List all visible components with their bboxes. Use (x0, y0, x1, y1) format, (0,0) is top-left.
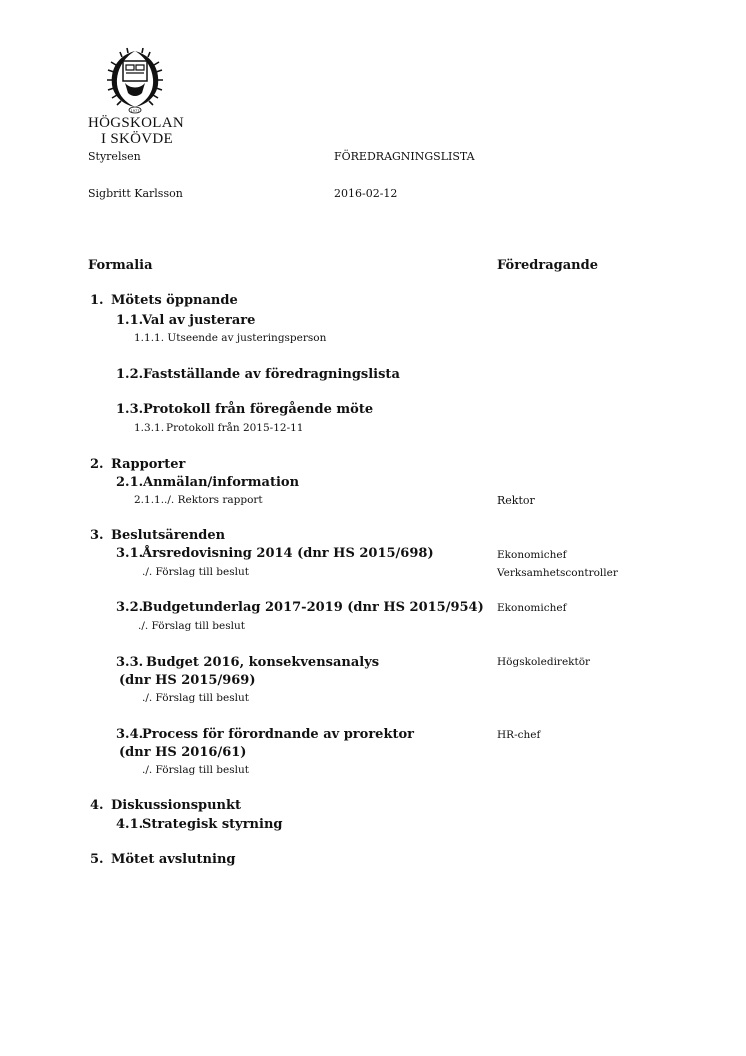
agenda-item-title: Protokoll från föregående möte (143, 402, 374, 417)
agenda-item-title: Rapporter (111, 457, 186, 472)
agenda-number: 3.1. (116, 546, 144, 561)
agenda-number: 1.1. (116, 313, 144, 328)
agenda-presenter: Högskoledirektör (497, 656, 591, 668)
agenda-item-title: Diskussionspunkt (111, 798, 242, 813)
section-formalia-heading: Formalia (88, 258, 153, 273)
university-seal-logo (100, 45, 170, 120)
document-type: FÖREDRAGNINGSLISTA (334, 150, 475, 163)
author-name: Sigbritt Karlsson (88, 187, 183, 200)
department-label: Styrelsen (88, 150, 141, 163)
agenda-number: 3.3. (116, 655, 144, 670)
agenda-number: 1.3.1. (134, 422, 165, 434)
agenda-presenter: Verksamhetscontroller (497, 567, 618, 579)
agenda-item-title: Mötets öppnande (111, 293, 238, 308)
agenda-subitem: ./. Förslag till beslut (142, 764, 249, 776)
agenda-number: 3. (90, 528, 104, 543)
org-name-line2: I SKÖVDE (101, 131, 173, 147)
agenda-number: 5. (90, 852, 104, 867)
agenda-item-title: Fastställande av föredragningslista (143, 367, 400, 382)
agenda-item-title: Beslutsärenden (111, 528, 226, 543)
agenda-number: 3.2. (116, 600, 144, 615)
agenda-item-title: Anmälan/information (143, 475, 300, 490)
agenda-number: 2.1. (116, 475, 144, 490)
agenda-number: 4.1. (116, 817, 144, 832)
document-date: 2016-02-12 (334, 187, 398, 200)
agenda-item-reference: (dnr HS 2016/61) (119, 745, 247, 760)
agenda-item-title: Budgetunderlag 2017-2019 (dnr HS 2015/954) (142, 600, 484, 615)
agenda-presenter: Ekonomichef (497, 602, 567, 614)
agenda-subitem: Protokoll från 2015-12-11 (166, 422, 304, 434)
agenda-number: 2. (90, 457, 104, 472)
agenda-subitem: ./. Förslag till beslut (142, 566, 249, 578)
agenda-presenter: HR-chef (497, 729, 541, 741)
agenda-number: 1. (90, 293, 104, 308)
agenda-subitem: 1.1.1. Utseende av justeringsperson (134, 332, 327, 344)
agenda-number: 3.4. (116, 727, 144, 742)
agenda-item-title: Val av justerare (142, 313, 256, 328)
agenda-subitem: ./. Förslag till beslut (138, 620, 245, 632)
agenda-subitem: 2.1.1../. Rektors rapport (134, 494, 263, 506)
agenda-number: 1.3. (116, 402, 144, 417)
agenda-item-reference: (dnr HS 2015/969) (119, 673, 256, 688)
agenda-item-title: Mötet avslutning (111, 852, 236, 867)
agenda-number: 1.2. (116, 367, 144, 382)
seal-year-text: 1977 (130, 109, 140, 113)
org-name-line1: HÖGSKOLAN (88, 115, 185, 131)
presenter-column-heading: Föredragande (497, 258, 598, 273)
agenda-presenter: Ekonomichef (497, 549, 567, 561)
agenda-item-title: Process för förordnande av prorektor (142, 727, 414, 742)
agenda-number: 4. (90, 798, 104, 813)
agenda-item-title: Årsredovisning 2014 (dnr HS 2015/698) (142, 546, 434, 561)
agenda-item-title: Budget 2016, konsekvensanalys (146, 655, 380, 670)
agenda-subitem: ./. Förslag till beslut (142, 692, 249, 704)
agenda-item-title: Strategisk styrning (142, 817, 283, 832)
agenda-presenter: Rektor (497, 494, 535, 507)
